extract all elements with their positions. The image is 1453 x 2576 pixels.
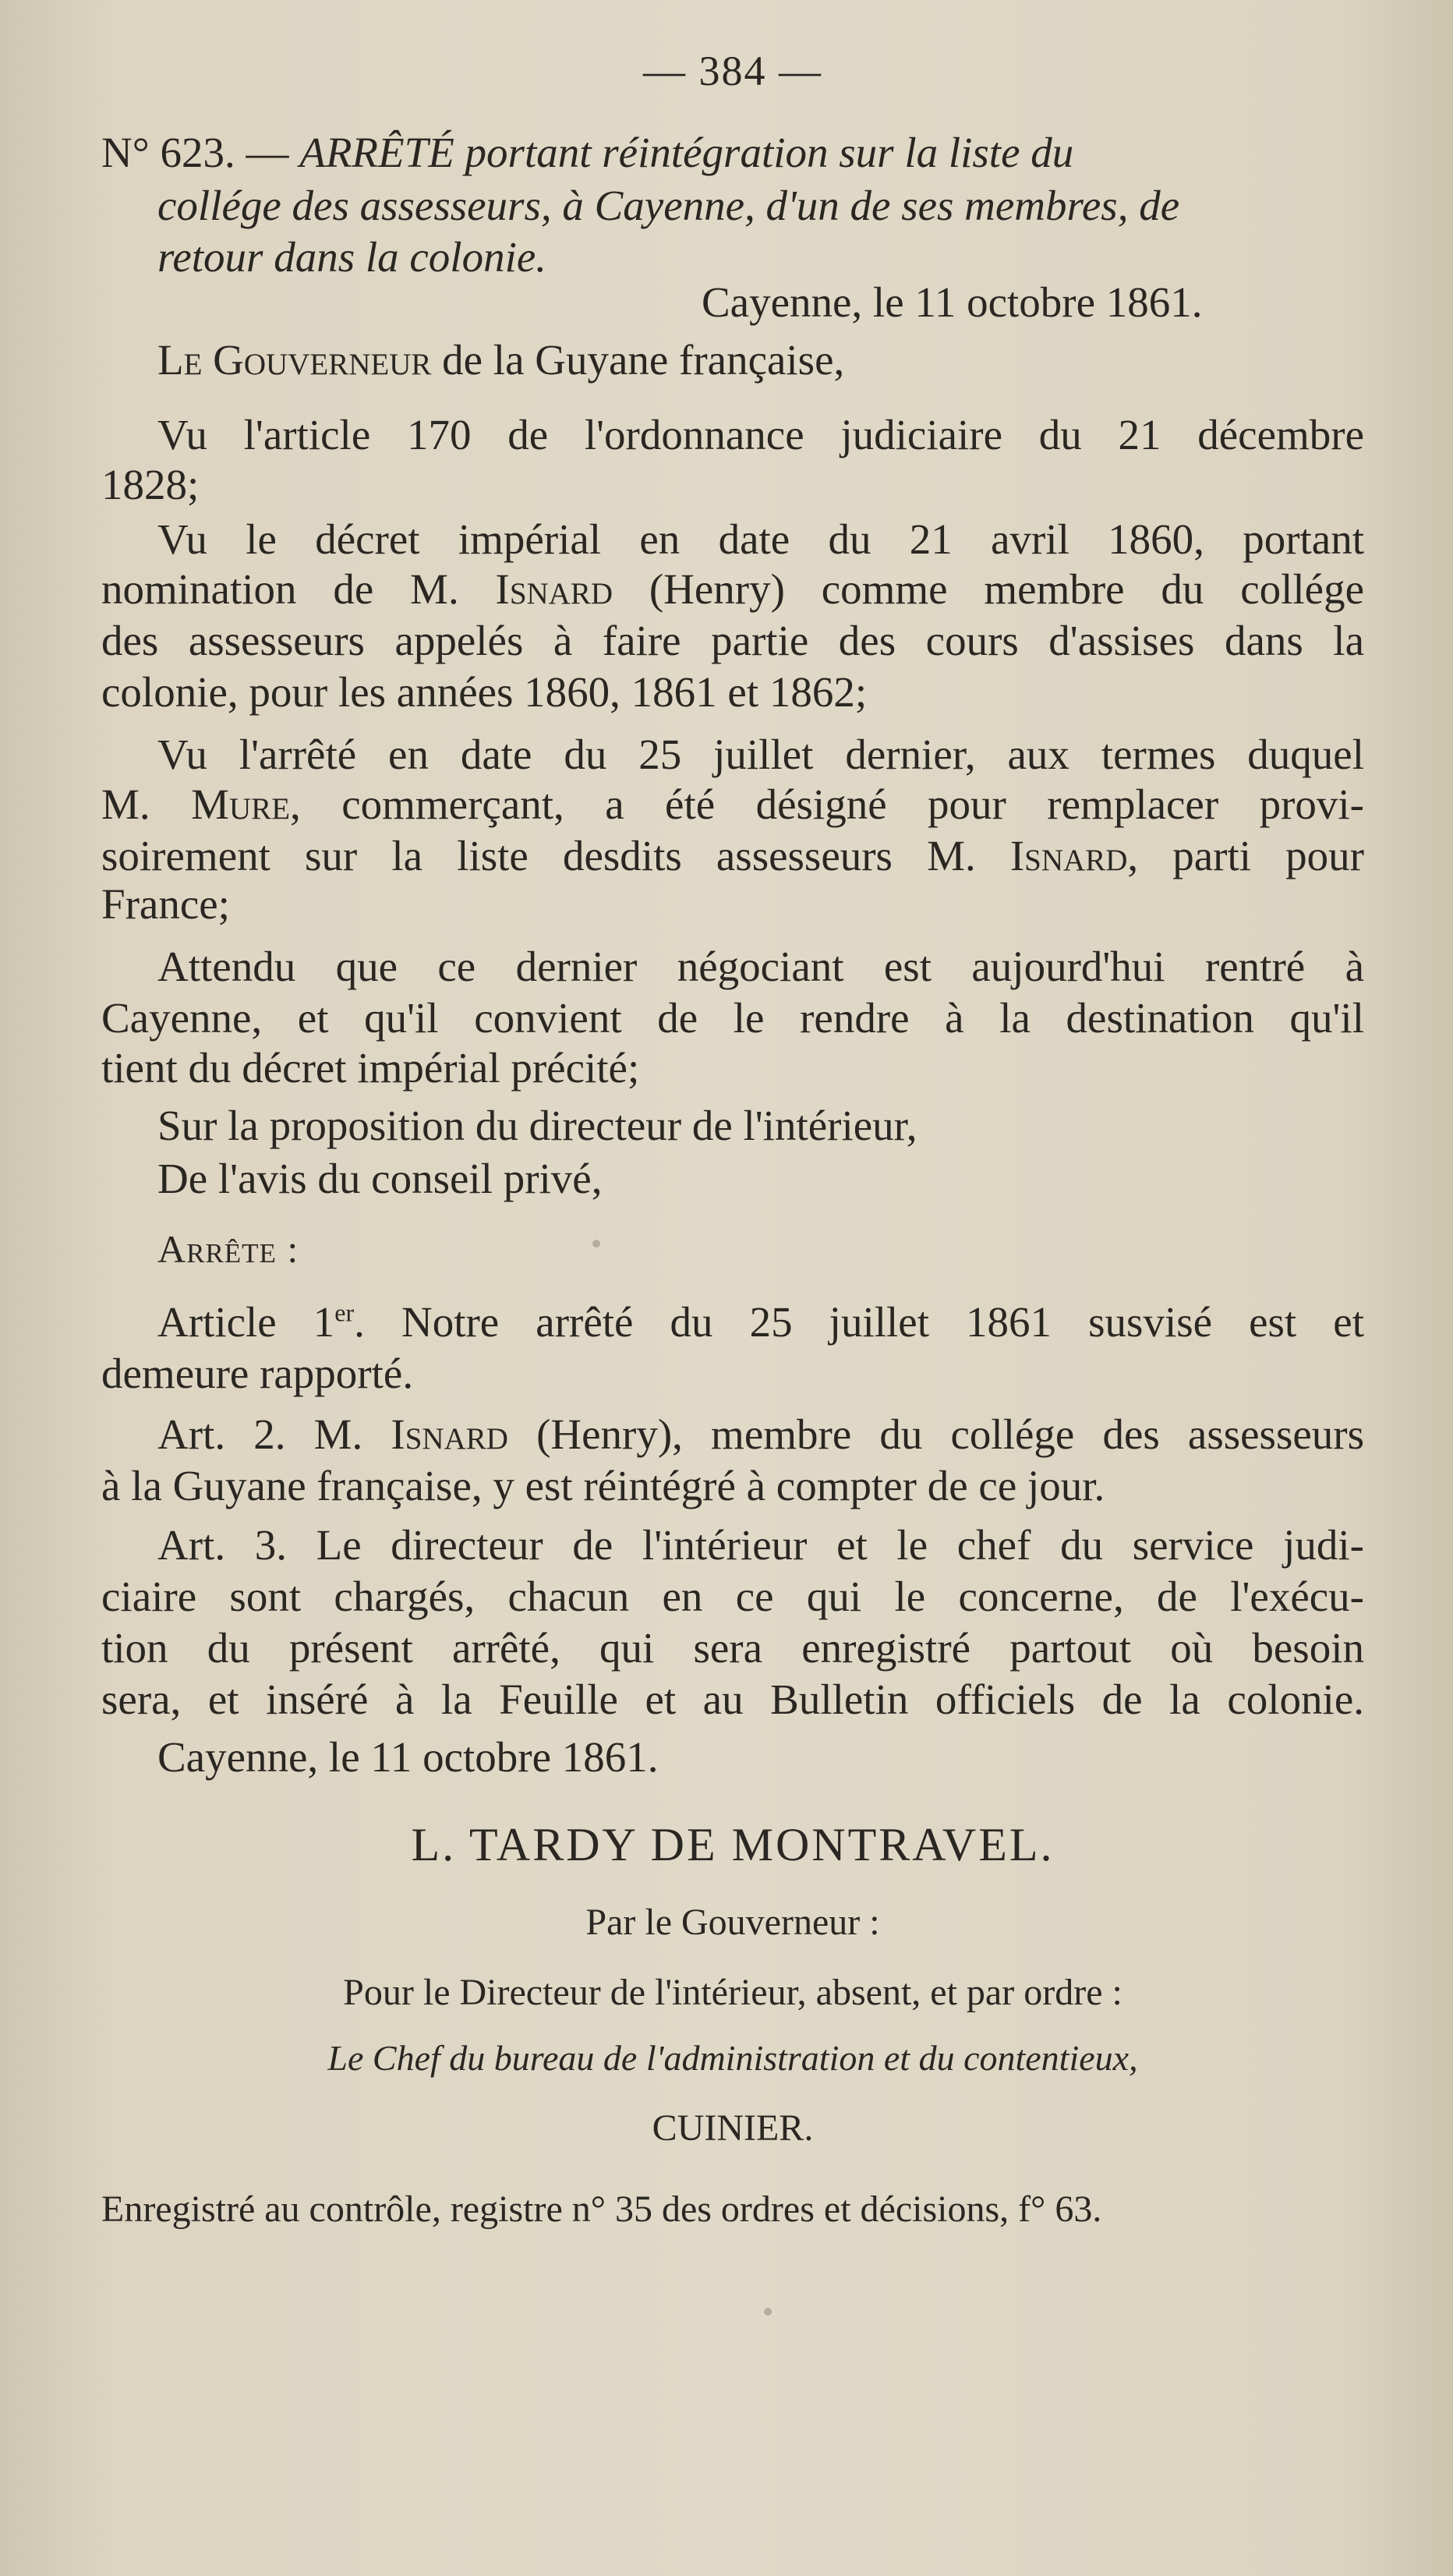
- vu2-text-b: (Henry) comme membre du collége: [613, 565, 1364, 613]
- decree-number: N° 623. —: [101, 129, 300, 176]
- attendu-line-1: Attendu que ce dernier négociant est aujourd'hui rentré à: [157, 943, 1364, 990]
- art3-line-1: Art. 3. Le directeur de l'intérieur et le chef du service judi-: [157, 1521, 1364, 1569]
- art3-line-4: sera, et inséré à la Feuille et au Bulletin officiels de la colonie.: [101, 1675, 1364, 1723]
- attendu-line-3: tient du décret impérial précité;: [101, 1044, 640, 1092]
- art1-label: Article 1: [157, 1298, 335, 1346]
- isnard-name: Isnard: [1009, 832, 1128, 879]
- vu3-line-3: [101, 831, 1364, 881]
- art2-line-2: à la Guyane française, y est réintégré à compter de ce jour.: [101, 1462, 1105, 1509]
- art3-line-2: ciaire sont chargés, chacun en ce qui le concerne, de l'exécu-: [101, 1573, 1364, 1620]
- arrete-heading: Arrête :: [157, 1227, 299, 1271]
- enregistre-line: Enregistré au contrôle, registre n° 35 des ordres et décisions, f° 63.: [101, 2189, 1102, 2230]
- decree-title: ARRÊTÉ portant réintégration sur la liste du: [299, 129, 1074, 176]
- art1-line-2: demeure rapporté.: [101, 1350, 414, 1397]
- art2-text: (Henry), membre du collége des assesseurs: [507, 1410, 1364, 1458]
- art1-sup: er: [334, 1298, 355, 1327]
- gouverneur-smallcaps: Le Gouverneur: [157, 336, 432, 384]
- art2-label: Art. 2. M.: [157, 1410, 391, 1458]
- proposition-line: Sur la proposition du directeur de l'intérieur,: [157, 1102, 917, 1149]
- attendu-line-2: Cayenne, et qu'il convient de le rendre à la destination qu'il: [101, 994, 1364, 1042]
- vu2-text-a: nomination de M.: [101, 565, 496, 613]
- vu3-line-1: Vu l'arrêté en date du 25 juillet dernier, aux termes duquel: [157, 731, 1364, 778]
- paper-speck: [592, 1240, 600, 1247]
- paper-speck: [764, 2308, 772, 2316]
- vu3-text-b: , commerçant, a été désigné pour remplacer provi-: [290, 780, 1364, 828]
- mure-name: Mure: [191, 780, 291, 828]
- avis-line: De l'avis du conseil privé,: [157, 1155, 603, 1202]
- closing-date: Cayenne, le 11 octobre 1861.: [157, 1733, 659, 1781]
- vu3-text-a: M.: [101, 780, 192, 828]
- signature-name: L. TARDY DE MONTRAVEL.: [411, 1819, 1055, 1870]
- vu3-line-4: France;: [101, 880, 230, 928]
- chef-du-bureau: Le Chef du bureau de l'administration et du contentieux,: [327, 2038, 1138, 2078]
- pour-le-directeur: Pour le Directeur de l'intérieur, absent, et par ordre :: [343, 1972, 1122, 2013]
- isnard-name: Isnard: [495, 565, 613, 613]
- page-number: — 384 —: [643, 48, 822, 94]
- vu3-text-d: , parti pour: [1127, 832, 1364, 879]
- gouverneur-line: [157, 335, 844, 385]
- header-date: Cayenne, le 11 octobre 1861.: [702, 278, 1203, 326]
- vu2-line-2: [101, 564, 1364, 614]
- art3-line-3: tion du présent arrêté, qui sera enregistré partout où besoin: [101, 1624, 1364, 1672]
- art1-line-1: [157, 1297, 1364, 1347]
- vu3-line-2: [101, 780, 1364, 830]
- par-le-gouverneur: Par le Gouverneur :: [585, 1902, 880, 1943]
- vu3-text-c: soirement sur la liste desdits assesseurs M.: [101, 832, 1010, 879]
- cuinier-signature: CUINIER.: [652, 2107, 814, 2149]
- heading-line-2: collége des assesseurs, à Cayenne, d'un de ses membres, de: [157, 182, 1180, 229]
- vu1-line-2: 1828;: [101, 461, 200, 508]
- vu2-line-3: des assesseurs appelés à faire partie des cours d'assises dans la: [101, 617, 1364, 664]
- vu2-line-1: Vu le décret impérial en date du 21 avril 1860, portant: [157, 515, 1364, 563]
- art2-line-1: [157, 1410, 1364, 1460]
- vu2-line-4: colonie, pour les années 1860, 1861 et 1862;: [101, 668, 868, 716]
- heading-line-3: retour dans la colonie.: [157, 233, 547, 281]
- vu1-line-1: Vu l'article 170 de l'ordonnance judiciaire du 21 décembre: [157, 411, 1364, 458]
- gouverneur-rest: de la Guyane française,: [431, 336, 845, 384]
- heading-line-1: [101, 128, 1073, 178]
- art1-text: . Notre arrêté du 25 juillet 1861 susvisé est et: [354, 1298, 1364, 1346]
- isnard-name: Isnard: [391, 1410, 508, 1458]
